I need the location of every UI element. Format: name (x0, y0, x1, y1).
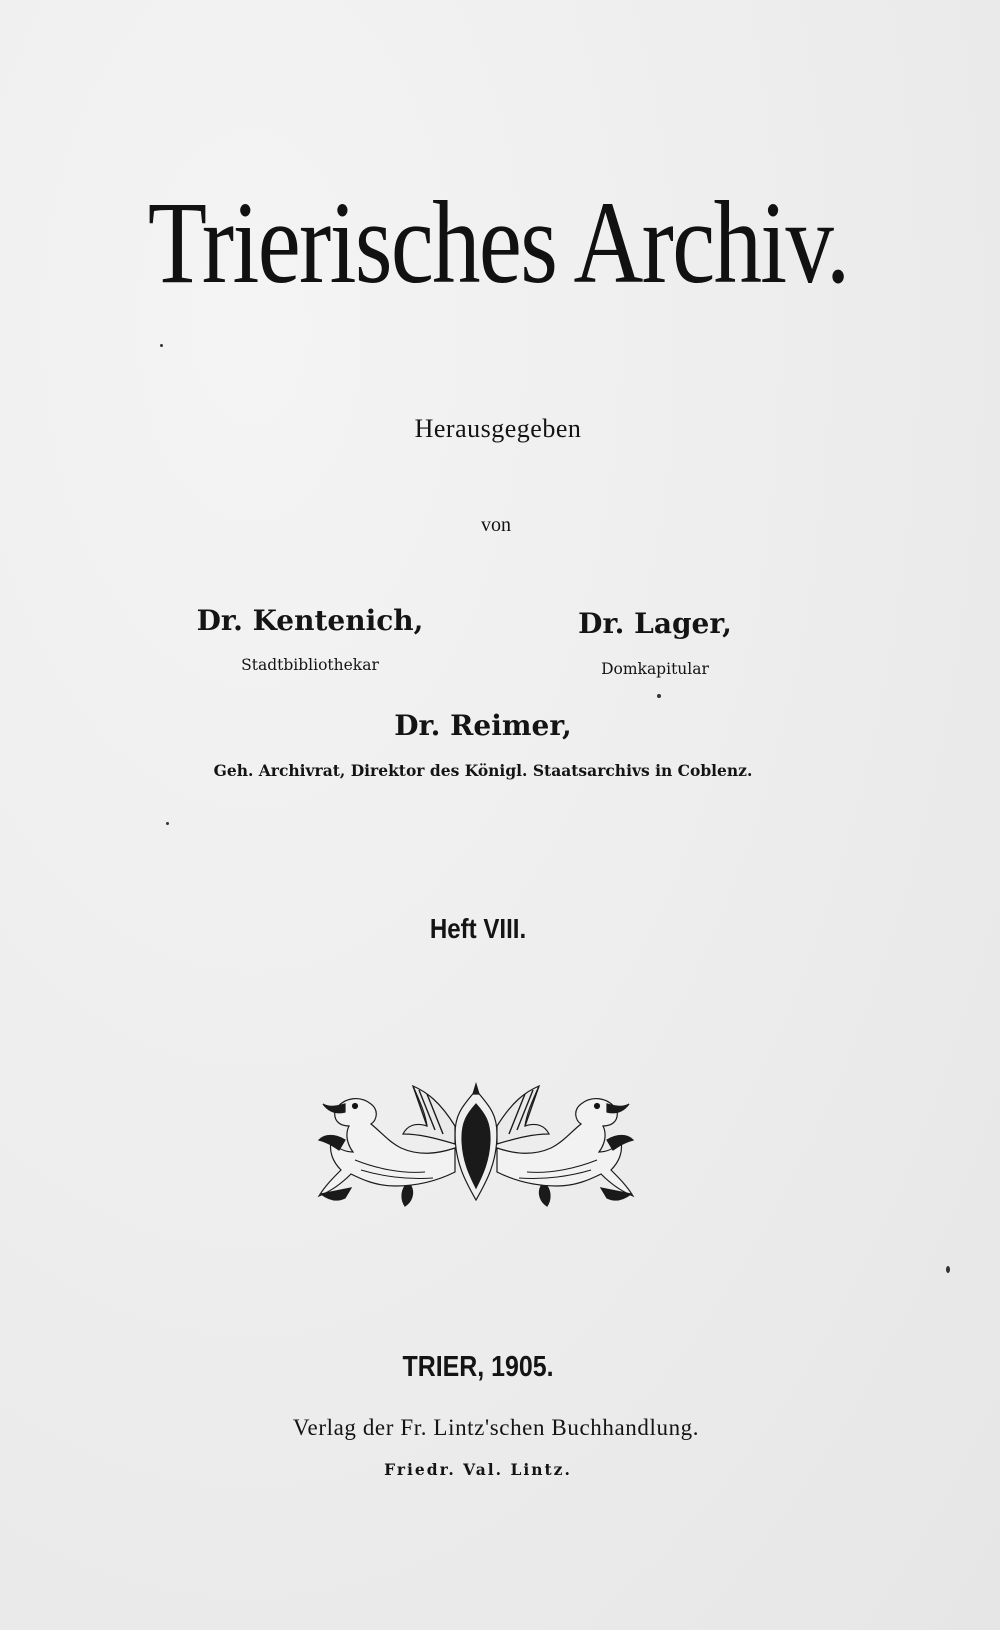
edited-label: Herausgegeben (414, 414, 582, 443)
ink-speck (946, 1266, 950, 1273)
editor-role-lager: Domkapitular (601, 660, 709, 678)
place-year: TRIER, 1905. (402, 1351, 554, 1383)
by-label: von (481, 514, 511, 536)
editor-role-reimer: Geh. Archivrat, Direktor des Königl. Staatsarchivs in Coblenz. (213, 761, 753, 780)
ink-speck (657, 694, 661, 698)
publisher-line: Verlag der Fr. Lintz'schen Buchhandlung. (292, 1415, 700, 1440)
journal-title: Trierisches Archiv. (147, 177, 849, 308)
editor-name-reimer: Dr. Reimer, (394, 709, 572, 742)
editor-name-kentenich: Dr. Kentenich, (196, 604, 424, 637)
printer-line: Friedr. Val. Lintz. (384, 1460, 572, 1479)
ink-speck (160, 344, 163, 347)
twin-dragons-crest-icon (315, 1082, 637, 1208)
issue-number: Heft VIII. (429, 913, 527, 944)
editor-name-lager: Dr. Lager, (578, 607, 732, 640)
editor-role-kentenich: Stadtbibliothekar (241, 656, 379, 674)
ink-speck (166, 822, 169, 825)
